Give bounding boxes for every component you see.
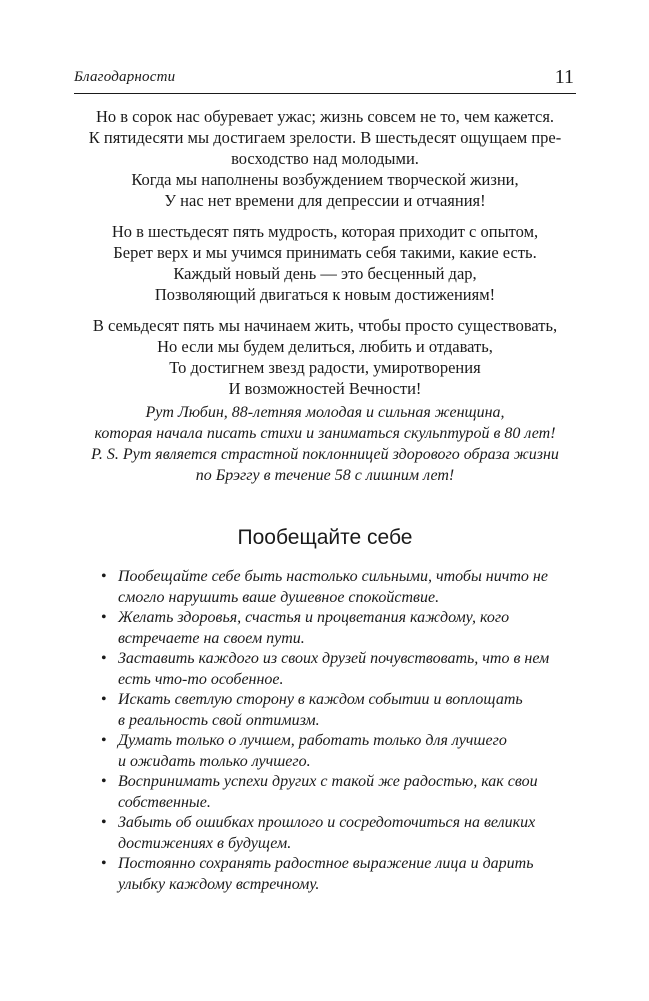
list-item-line: Искать светлую сторону в каждом событии и воплощать <box>118 691 523 708</box>
poem-line: Каждый новый день — это бесценный дар, <box>173 264 477 283</box>
list-item-line: Пообещайте себе быть настолько сильными, чтобы ничто не <box>118 568 548 585</box>
poem-stanza-1 <box>40 106 610 211</box>
poem-attribution <box>40 402 610 486</box>
list-item <box>96 567 596 608</box>
attribution-line: Рут Любин, 88-летняя молодая и сильная женщина, <box>145 404 505 421</box>
poem-line: И возможностей Вечности! <box>228 379 422 398</box>
list-item-line: встречаете на своем пути. <box>118 629 305 647</box>
poem-line: У нас нет времени для депрессии и отчаяния! <box>164 191 486 210</box>
header-rule <box>74 93 576 94</box>
poem-line: Но в шестьдесят пять мудрость, которая приходит с опытом, <box>111 222 539 241</box>
list-item-line: Воспринимать успехи других с такой же радостью, как свои <box>118 773 538 790</box>
attribution-line: по Брэггу в течение 58 с лишним лет! <box>195 467 455 484</box>
poem-line: То достигнем звезд радости, умиротворения <box>169 358 481 377</box>
poem-line: Позволяющий двигаться к новым достижениям! <box>154 285 496 304</box>
list-item <box>96 772 596 813</box>
page-number: 11 <box>554 66 574 88</box>
list-item <box>96 608 596 649</box>
attribution-line: которая начала писать стихи и заниматься скульптурой в 80 лет! <box>94 425 556 442</box>
poem-line: Когда мы наполнены возбуждением творческой жизни, <box>131 170 519 189</box>
list-item-line: Забыть об ошибках прошлого и сосредоточиться на великих <box>118 814 536 831</box>
list-item-line: в реальность свой оптимизм. <box>118 711 320 729</box>
poem-line: Берет верх и мы учимся принимать себя такими, какие есть. <box>113 243 537 262</box>
list-item <box>96 813 596 854</box>
bullet-icon: • <box>101 773 107 790</box>
bullet-icon: • <box>101 855 107 872</box>
section-heading: Пообещайте себе <box>237 526 413 549</box>
list-item-line: есть что-то особенное. <box>118 670 284 688</box>
running-header <box>74 66 576 90</box>
poem-line: Но в сорок нас обуревает ужас; жизнь совсем не то, чем кажется. <box>95 107 555 126</box>
list-item-line: смогло нарушить ваше душевное спокойствие. <box>118 588 440 606</box>
list-item-line: Заставить каждого из своих друзей почувствовать, что в нем <box>118 650 550 667</box>
poem-stanza-3 <box>40 315 610 399</box>
poem-line: восходство над молодыми. <box>231 149 419 168</box>
bullet-icon: • <box>101 650 107 667</box>
list-item <box>96 854 596 895</box>
chapter-title: Благодарности <box>74 69 176 85</box>
poem-line: Но если мы будем делиться, любить и отдавать, <box>157 337 493 356</box>
list-item-line: Думать только о лучшем, работать только для лучшего <box>118 732 507 749</box>
list-item-line: улыбку каждому встречному. <box>118 875 320 893</box>
list-item-line: и ожидать только лучшего. <box>118 752 311 770</box>
poem-stanza-2 <box>40 221 610 305</box>
list-item-line: достижениях в будущем. <box>118 834 292 852</box>
bullet-icon: • <box>101 691 107 708</box>
list-item-line: Постоянно сохранять радостное выражение лица и дарить <box>118 855 534 872</box>
bullet-icon: • <box>101 568 107 585</box>
attribution-line: P. S. Рут является страстной поклонницей здорового образа жизни <box>91 446 559 463</box>
promise-list <box>96 567 596 895</box>
bullet-icon: • <box>101 609 107 626</box>
list-item-line: собственные. <box>118 793 211 811</box>
bullet-icon: • <box>101 732 107 749</box>
poem-line: В семьдесят пять мы начинаем жить, чтобы просто существовать, <box>92 316 558 335</box>
list-item <box>96 690 596 731</box>
list-item-line: Желать здоровья, счастья и процветания каждому, кого <box>118 609 510 626</box>
bullet-icon: • <box>101 814 107 831</box>
list-item <box>96 649 596 690</box>
list-item <box>96 731 596 772</box>
poem-line: К пятидесяти мы достигаем зрелости. В шестьдесят ощущаем пре- <box>88 128 562 147</box>
